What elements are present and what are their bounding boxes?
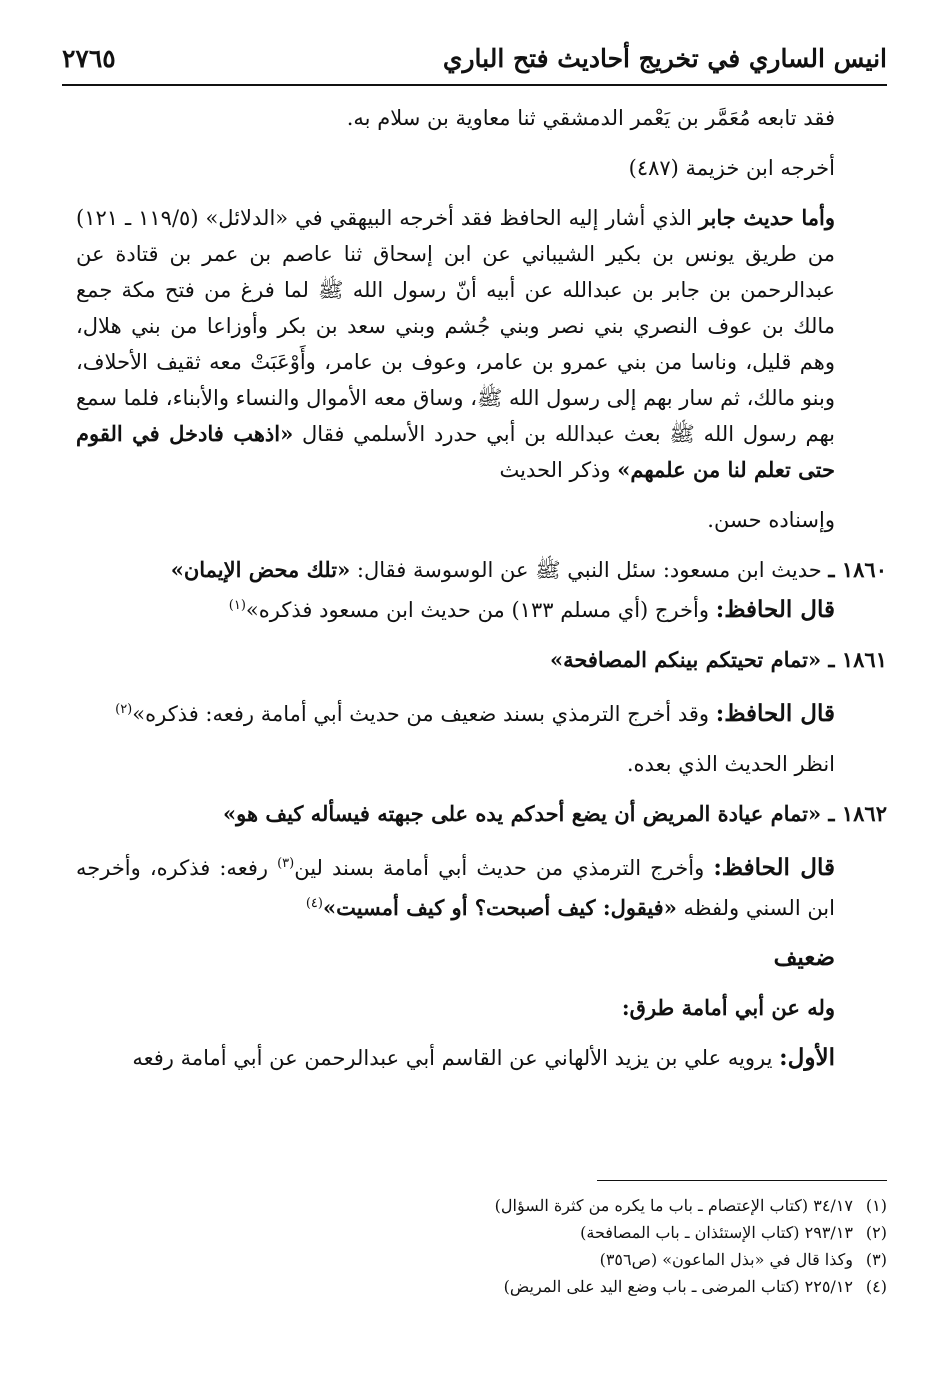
hadith-text: حديث ابن مسعود: سئل النبي ﷺ عن الوسوسة فقال: xyxy=(350,558,829,582)
footnote-1 xyxy=(62,1192,887,1219)
footnote-2 xyxy=(62,1219,887,1246)
hadith-quote: «تلك محض الإيمان» xyxy=(170,557,351,582)
spacer xyxy=(76,488,887,502)
spacer xyxy=(76,926,887,940)
page-body xyxy=(76,100,887,1076)
spacer xyxy=(76,832,887,846)
footnotes xyxy=(62,1192,887,1300)
footnote-text: ٢٩٣/١٣ (كتاب الإستئذان ـ باب المصافحة) xyxy=(580,1223,853,1242)
hafiz-label: قال الحافظ: xyxy=(713,854,835,881)
spacer xyxy=(76,136,887,150)
spacer xyxy=(76,782,887,796)
first-turuq xyxy=(76,1040,887,1076)
grading-weak: ضعيف xyxy=(773,944,835,971)
footnote-ref[interactable]: (٢) xyxy=(115,702,133,717)
spacer xyxy=(76,976,887,990)
paragraph-ibn-khuzayma: أخرجه ابن خزيمة (٤٨٧) xyxy=(628,156,835,180)
spacer xyxy=(76,732,887,746)
spacer xyxy=(76,678,887,692)
spacer xyxy=(76,538,887,552)
spacer xyxy=(76,628,887,642)
jabir-quote: «اذهب فادخل في القوم حتى تعلم لنا من علمهم» xyxy=(76,421,835,482)
hafiz-note-1860 xyxy=(76,588,887,628)
footnote-number: (٤) xyxy=(865,1277,887,1296)
page-header xyxy=(62,36,887,86)
footnote-4 xyxy=(62,1273,887,1300)
spacer xyxy=(76,186,887,200)
jabir-text: الذي أشار إليه الحافظ فقد أخرجه البيهقي في «الدلائل» (١١٩/٥ ـ ١٢١) من طريق يونس بن بكير الشيباني عن ابن إسحاق ثنا عاصم بن عمر بن قتادة عن عبدالرحمن بن جابر بن عبدالله عن أبيه أنّ رسول الله ﷺ لما فرغ من فتح مكة جمع مالك بن عوف النصري بني نصر وبني جُشم وبني سعد بن بكر وأوزاعا من بني هلال، وهم قليل، وناسا من بني عمرو بن عامر، وعوف بن عامر، وأَوْعَبَتْ معه ثقيف الأحلاف، وبنو مالك، ثم سار بهم إلى رسول الله ﷺ، وساق معه الأموال والنساء والأبناء، فلما سمع بهم رسول الله ﷺ بعث عبدالله بن أبي حدرد الأسلمي فقال xyxy=(76,206,835,446)
footnote-divider xyxy=(597,1180,887,1181)
hafiz-note-1862 xyxy=(76,846,887,926)
paragraph-see-next: انظر الحديث الذي بعده. xyxy=(626,752,835,776)
hadith-number: ١٨٦٠ ـ xyxy=(828,557,887,582)
ibn-sunni-quote: «فيقول: كيف أصبحت؟ أو كيف أمسيت» xyxy=(322,895,677,920)
hadith-number: ١٨٦١ ـ xyxy=(828,647,887,672)
spacer xyxy=(76,1026,887,1040)
jabir-lead: وأما حديث جابر xyxy=(698,205,835,230)
first-text: يرويه علي بن يزيد الألهاني عن القاسم أبي عبدالرحمن عن أبي أمامة رفعه xyxy=(132,1046,780,1070)
hafiz-note-1861 xyxy=(76,692,887,732)
footnote-text: وكذا قال في «بذل الماعون» (ص٣٥٦) xyxy=(599,1250,853,1269)
hafiz-text: وقد أخرج الترمذي بسند ضعيف من حديث أبي أمامة رفعه: فذكره» xyxy=(132,702,716,726)
hadith-1861 xyxy=(76,642,887,678)
hafiz-text: وأخرج الترمذي من حديث أبي أمامة بسند لين xyxy=(294,856,714,880)
footnote-number: (٣) xyxy=(865,1250,887,1269)
footnote-text: ٣٤/١٧ (كتاب الإعتصام ـ باب ما يكره من كثرة السؤال) xyxy=(494,1196,853,1215)
hadith-quote: «تمام تحيتكم بينكم المصافحة» xyxy=(549,647,829,672)
turuq-heading: وله عن أبي أمامة طرق: xyxy=(621,995,835,1020)
footnote-number: (١) xyxy=(865,1196,887,1215)
book-title: انيس الساري في تخريج أحاديث فتح الباري xyxy=(442,44,887,73)
footnote-text: ٢٢٥/١٢ (كتاب المرضى ـ باب وضع اليد على المريض) xyxy=(503,1277,853,1296)
footnote-ref[interactable]: (١) xyxy=(228,598,246,613)
paragraph-isnad-hasan: وإسناده حسن. xyxy=(707,508,835,532)
paragraph-jabir-hadith xyxy=(76,200,887,488)
footnote-ref[interactable]: (٤) xyxy=(305,896,323,911)
first-label: الأول: xyxy=(779,1044,835,1071)
hafiz-text-continued: رفعه: فذكره، وأخرجه ابن السني ولفظه xyxy=(76,856,835,920)
footnote-number: (٢) xyxy=(865,1223,887,1242)
footnote-ref[interactable]: (٣) xyxy=(277,856,295,871)
hafiz-text: وأخرج (أي مسلم ١٣٣) من حديث ابن مسعود فذكره» xyxy=(245,598,716,622)
page-number: ٢٧٦٥ xyxy=(62,44,116,73)
paragraph-mutaba: فقد تابعه مُعَمَّر بن يَعْمر الدمشقي ثنا معاوية بن سلام به. xyxy=(346,106,835,130)
hadith-1862 xyxy=(76,796,887,832)
hadith-quote: «تمام عيادة المريض أن يضع أحدكم يده على جبهته فيسأله كيف هو» xyxy=(222,801,829,826)
footnote-3 xyxy=(62,1246,887,1273)
jabir-tail: وذكر الحديث xyxy=(499,458,618,482)
hafiz-label: قال الحافظ: xyxy=(715,596,835,623)
hadith-1860 xyxy=(76,552,887,588)
hafiz-label: قال الحافظ: xyxy=(715,700,835,727)
hadith-number: ١٨٦٢ ـ xyxy=(828,801,887,826)
